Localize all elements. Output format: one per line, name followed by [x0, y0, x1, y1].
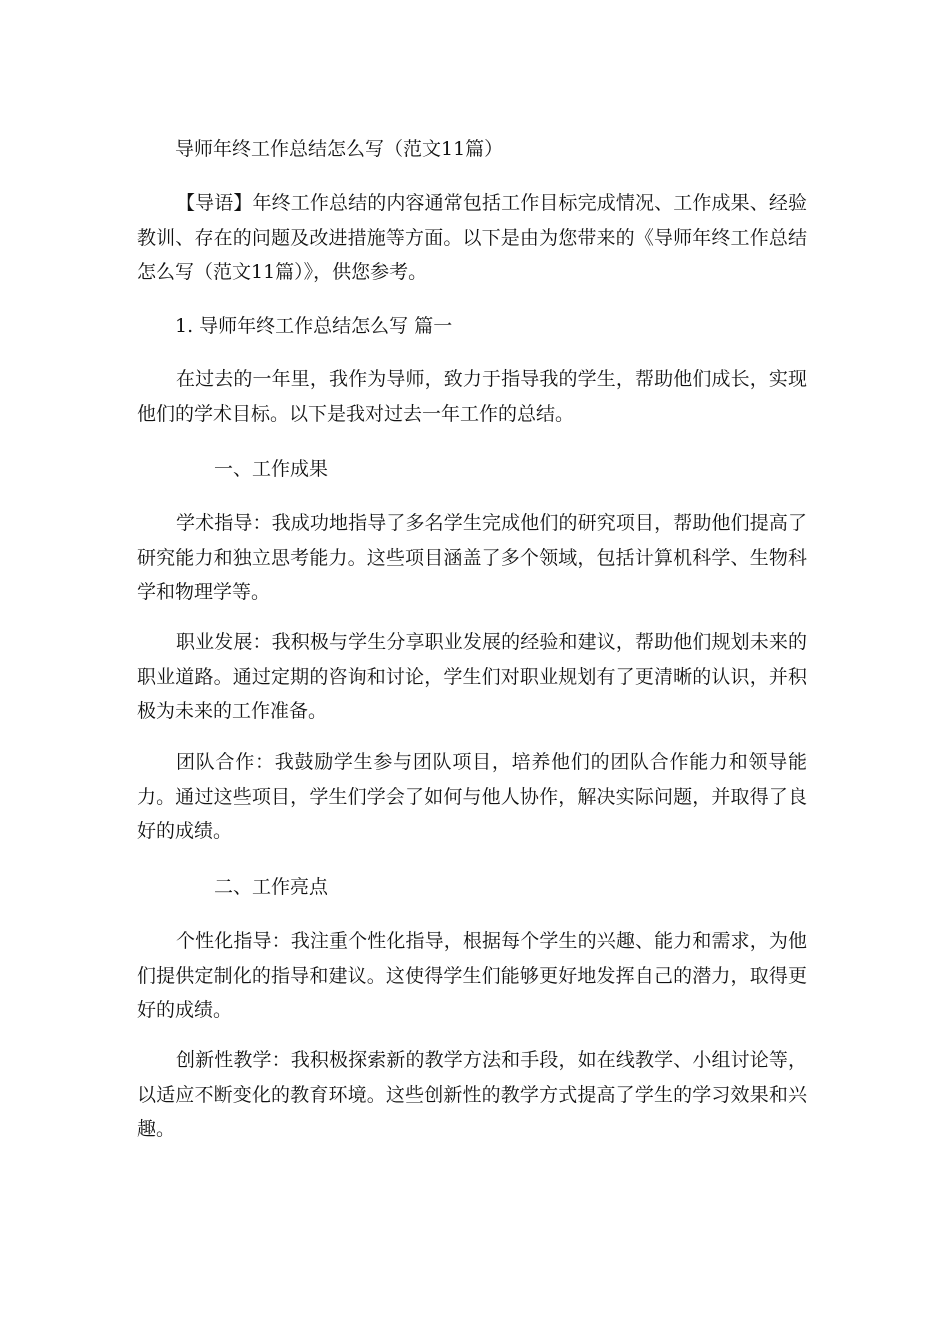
paragraph-career-development: 职业发展：我积极与学生分享职业发展的经验和建议，帮助他们规划未来的职业道路。通过定期的咨询和讨论，学生们对职业规划有了更清晰的认识，并积极为未来的工作准备。	[137, 631, 807, 722]
document-title: 导师年终工作总结怎么写（范文11篇）	[175, 138, 504, 160]
paragraph-teamwork: 团队合作：我鼓励学生参与团队项目，培养他们的团队合作能力和领导能力。通过这些项目，学生们学会了如何与他人协作，解决实际问题，并取得了良好的成绩。	[137, 751, 807, 842]
section-title: 1. 导师年终工作总结怎么写 篇一	[175, 315, 453, 337]
heading-work-results: 一、工作成果	[214, 458, 329, 480]
heading-work-highlights: 二、工作亮点	[214, 876, 329, 898]
paragraph-academic-guidance: 学术指导：我成功地指导了多名学生完成他们的研究项目，帮助他们提高了研究能力和独立思考能力。这些项目涵盖了多个领域，包括计算机科学、生物科学和物理学等。	[137, 512, 807, 603]
paragraph-intro-year: 在过去的一年里，我作为导师，致力于指导我的学生，帮助他们成长，实现他们的学术目标。以下是我对过去一年工作的总结。	[137, 368, 807, 425]
paragraph-personalized-guidance: 个性化指导：我注重个性化指导，根据每个学生的兴趣、能力和需求，为他们提供定制化的指导和建议。这使得学生们能够更好地发挥自己的潜力，取得更好的成绩。	[137, 930, 807, 1021]
paragraph-innovative-teaching: 创新性教学：我积极探索新的教学方法和手段，如在线教学、小组讨论等，以适应不断变化的教育环境。这些创新性的教学方式提高了学生的学习效果和兴趣。	[137, 1049, 807, 1140]
intro-paragraph: 【导语】年终工作总结的内容通常包括工作目标完成情况、工作成果、经验教训、存在的问题及改进措施等方面。以下是由为您带来的《导师年终工作总结怎么写（范文11篇）》，供您参考。	[137, 192, 807, 283]
